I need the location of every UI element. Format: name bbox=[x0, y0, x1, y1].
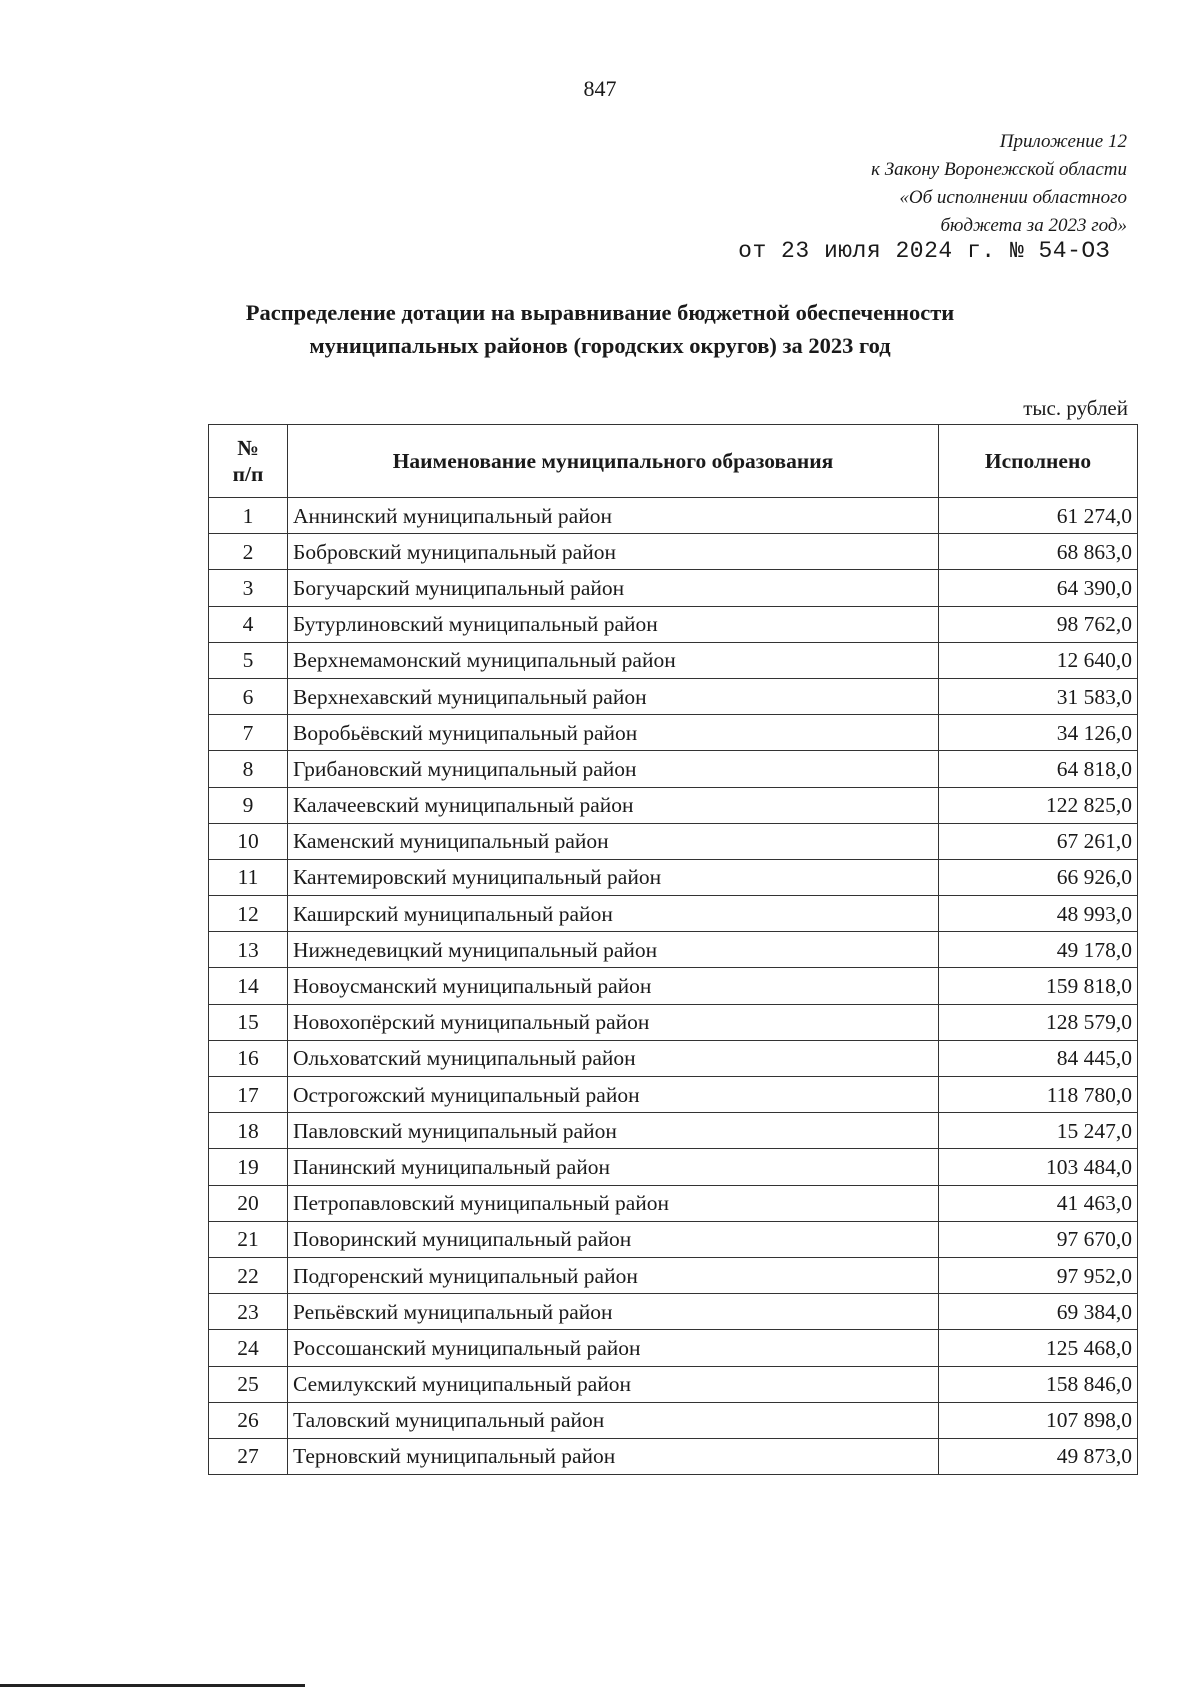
municipality-name-cell: Павловский муниципальный район bbox=[288, 1113, 939, 1149]
table-row bbox=[209, 1257, 1138, 1293]
table-row bbox=[209, 1040, 1138, 1076]
municipality-name-cell: Репьёвский муниципальный район bbox=[288, 1294, 939, 1330]
row-number-cell: 7 bbox=[209, 715, 288, 751]
appendix-line-3: «Об исполнении областного bbox=[899, 187, 1127, 208]
row-number-cell: 15 bbox=[209, 1004, 288, 1040]
executed-amount-cell: 125 468,0 bbox=[939, 1330, 1138, 1366]
row-number-cell: 11 bbox=[209, 859, 288, 895]
table-row bbox=[209, 606, 1138, 642]
table-row bbox=[209, 787, 1138, 823]
table-body bbox=[209, 498, 1138, 1475]
executed-amount-cell: 41 463,0 bbox=[939, 1185, 1138, 1221]
units-label: тыс. рублей bbox=[1023, 396, 1128, 420]
row-number-cell: 16 bbox=[209, 1040, 288, 1076]
appendix-reference bbox=[871, 128, 1127, 240]
document-title-line-1: Распределение дотации на выравнивание бюджетной обеспеченности bbox=[245, 300, 955, 325]
table-row bbox=[209, 498, 1138, 534]
row-number-cell: 1 bbox=[209, 498, 288, 534]
executed-amount-cell: 128 579,0 bbox=[939, 1004, 1138, 1040]
header-executed: Исполнено bbox=[939, 425, 1138, 498]
row-number-cell: 21 bbox=[209, 1221, 288, 1257]
municipality-name-cell: Россошанский муниципальный район bbox=[288, 1330, 939, 1366]
executed-amount-cell: 69 384,0 bbox=[939, 1294, 1138, 1330]
header-municipality-name: Наименование муниципального образования bbox=[288, 425, 939, 498]
table-row bbox=[209, 1004, 1138, 1040]
row-number-cell: 10 bbox=[209, 823, 288, 859]
municipality-name-cell: Семилукский муниципальный район bbox=[288, 1366, 939, 1402]
table-row bbox=[209, 1366, 1138, 1402]
executed-amount-cell: 15 247,0 bbox=[939, 1113, 1138, 1149]
row-number-cell: 3 bbox=[209, 570, 288, 606]
row-number-cell: 5 bbox=[209, 642, 288, 678]
table-row bbox=[209, 678, 1138, 714]
table-row bbox=[209, 570, 1138, 606]
municipality-name-cell: Панинский муниципальный район bbox=[288, 1149, 939, 1185]
row-number-cell: 8 bbox=[209, 751, 288, 787]
municipality-name-cell: Поворинский муниципальный район bbox=[288, 1221, 939, 1257]
document-title-line-2: муниципальных районов (городских округов) за 2023 год bbox=[309, 333, 891, 358]
executed-amount-cell: 31 583,0 bbox=[939, 678, 1138, 714]
table-row bbox=[209, 932, 1138, 968]
municipality-name-cell: Аннинский муниципальный район bbox=[288, 498, 939, 534]
municipality-name-cell: Бутурлиновский муниципальный район bbox=[288, 606, 939, 642]
table-row bbox=[209, 1294, 1138, 1330]
row-number-cell: 24 bbox=[209, 1330, 288, 1366]
page-number: 847 bbox=[583, 76, 617, 101]
row-number-cell: 23 bbox=[209, 1294, 288, 1330]
municipality-name-cell: Острогожский муниципальный район bbox=[288, 1077, 939, 1113]
municipality-name-cell: Ольховатский муниципальный район bbox=[288, 1040, 939, 1076]
municipality-name-cell: Калачеевский муниципальный район bbox=[288, 787, 939, 823]
executed-amount-cell: 34 126,0 bbox=[939, 715, 1138, 751]
executed-amount-cell: 97 952,0 bbox=[939, 1257, 1138, 1293]
row-number-cell: 27 bbox=[209, 1438, 288, 1474]
municipality-name-cell: Петропавловский муниципальный район bbox=[288, 1185, 939, 1221]
row-number-cell: 20 bbox=[209, 1185, 288, 1221]
appendix-line-1: Приложение 12 bbox=[999, 131, 1127, 152]
row-number-cell: 9 bbox=[209, 787, 288, 823]
municipality-name-cell: Таловский муниципальный район bbox=[288, 1402, 939, 1438]
municipality-name-cell: Кантемировский муниципальный район bbox=[288, 859, 939, 895]
row-number-cell: 25 bbox=[209, 1366, 288, 1402]
executed-amount-cell: 49 178,0 bbox=[939, 932, 1138, 968]
distribution-table bbox=[208, 424, 1138, 1475]
row-number-cell: 22 bbox=[209, 1257, 288, 1293]
municipality-name-cell: Подгоренский муниципальный район bbox=[288, 1257, 939, 1293]
footnote-rule bbox=[0, 1684, 305, 1687]
table-row bbox=[209, 534, 1138, 570]
table-row bbox=[209, 1402, 1138, 1438]
table-row bbox=[209, 1221, 1138, 1257]
row-number-cell: 26 bbox=[209, 1402, 288, 1438]
table-row bbox=[209, 1438, 1138, 1474]
executed-amount-cell: 159 818,0 bbox=[939, 968, 1138, 1004]
table-header-row bbox=[209, 425, 1138, 498]
row-number-cell: 2 bbox=[209, 534, 288, 570]
header-number-sign: № bbox=[237, 436, 259, 460]
table-row bbox=[209, 1077, 1138, 1113]
municipality-name-cell: Бобровский муниципальный район bbox=[288, 534, 939, 570]
document-title bbox=[0, 296, 1200, 362]
row-number-cell: 17 bbox=[209, 1077, 288, 1113]
executed-amount-cell: 84 445,0 bbox=[939, 1040, 1138, 1076]
executed-amount-cell: 48 993,0 bbox=[939, 896, 1138, 932]
executed-amount-cell: 61 274,0 bbox=[939, 498, 1138, 534]
executed-amount-cell: 67 261,0 bbox=[939, 823, 1138, 859]
table-row bbox=[209, 1185, 1138, 1221]
table-row bbox=[209, 642, 1138, 678]
table-row bbox=[209, 1330, 1138, 1366]
executed-amount-cell: 12 640,0 bbox=[939, 642, 1138, 678]
municipality-name-cell: Нижнедевицкий муниципальный район bbox=[288, 932, 939, 968]
row-number-cell: 12 bbox=[209, 896, 288, 932]
executed-amount-cell: 122 825,0 bbox=[939, 787, 1138, 823]
executed-amount-cell: 118 780,0 bbox=[939, 1077, 1138, 1113]
municipality-name-cell: Новохопёрский муниципальный район bbox=[288, 1004, 939, 1040]
table-row bbox=[209, 1149, 1138, 1185]
header-number-abbrev: п/п bbox=[232, 462, 264, 486]
executed-amount-cell: 64 818,0 bbox=[939, 751, 1138, 787]
executed-amount-cell: 107 898,0 bbox=[939, 1402, 1138, 1438]
row-number-cell: 19 bbox=[209, 1149, 288, 1185]
table-row bbox=[209, 751, 1138, 787]
table-row bbox=[209, 1113, 1138, 1149]
executed-amount-cell: 98 762,0 bbox=[939, 606, 1138, 642]
table-row bbox=[209, 823, 1138, 859]
law-date-stamp: от 23 июля 2024 г. № 54-ОЗ bbox=[738, 238, 1110, 264]
appendix-line-4: бюджета за 2023 год» bbox=[940, 215, 1127, 236]
executed-amount-cell: 103 484,0 bbox=[939, 1149, 1138, 1185]
municipality-name-cell: Грибановский муниципальный район bbox=[288, 751, 939, 787]
row-number-cell: 4 bbox=[209, 606, 288, 642]
row-number-cell: 14 bbox=[209, 968, 288, 1004]
row-number-cell: 6 bbox=[209, 678, 288, 714]
municipality-name-cell: Верхнемамонский муниципальный район bbox=[288, 642, 939, 678]
executed-amount-cell: 64 390,0 bbox=[939, 570, 1138, 606]
executed-amount-cell: 49 873,0 bbox=[939, 1438, 1138, 1474]
municipality-name-cell: Каменский муниципальный район bbox=[288, 823, 939, 859]
table-row bbox=[209, 859, 1138, 895]
table-row bbox=[209, 968, 1138, 1004]
appendix-line-2: к Закону Воронежской области bbox=[871, 159, 1127, 180]
executed-amount-cell: 66 926,0 bbox=[939, 859, 1138, 895]
municipality-name-cell: Новоусманский муниципальный район bbox=[288, 968, 939, 1004]
municipality-name-cell: Воробьёвский муниципальный район bbox=[288, 715, 939, 751]
row-number-cell: 13 bbox=[209, 932, 288, 968]
executed-amount-cell: 97 670,0 bbox=[939, 1221, 1138, 1257]
row-number-cell: 18 bbox=[209, 1113, 288, 1149]
municipality-name-cell: Терновский муниципальный район bbox=[288, 1438, 939, 1474]
municipality-name-cell: Богучарский муниципальный район bbox=[288, 570, 939, 606]
municipality-name-cell: Каширский муниципальный район bbox=[288, 896, 939, 932]
table-row bbox=[209, 896, 1138, 932]
header-row-number bbox=[209, 425, 288, 498]
municipality-name-cell: Верхнехавский муниципальный район bbox=[288, 678, 939, 714]
executed-amount-cell: 68 863,0 bbox=[939, 534, 1138, 570]
executed-amount-cell: 158 846,0 bbox=[939, 1366, 1138, 1402]
table-row bbox=[209, 715, 1138, 751]
